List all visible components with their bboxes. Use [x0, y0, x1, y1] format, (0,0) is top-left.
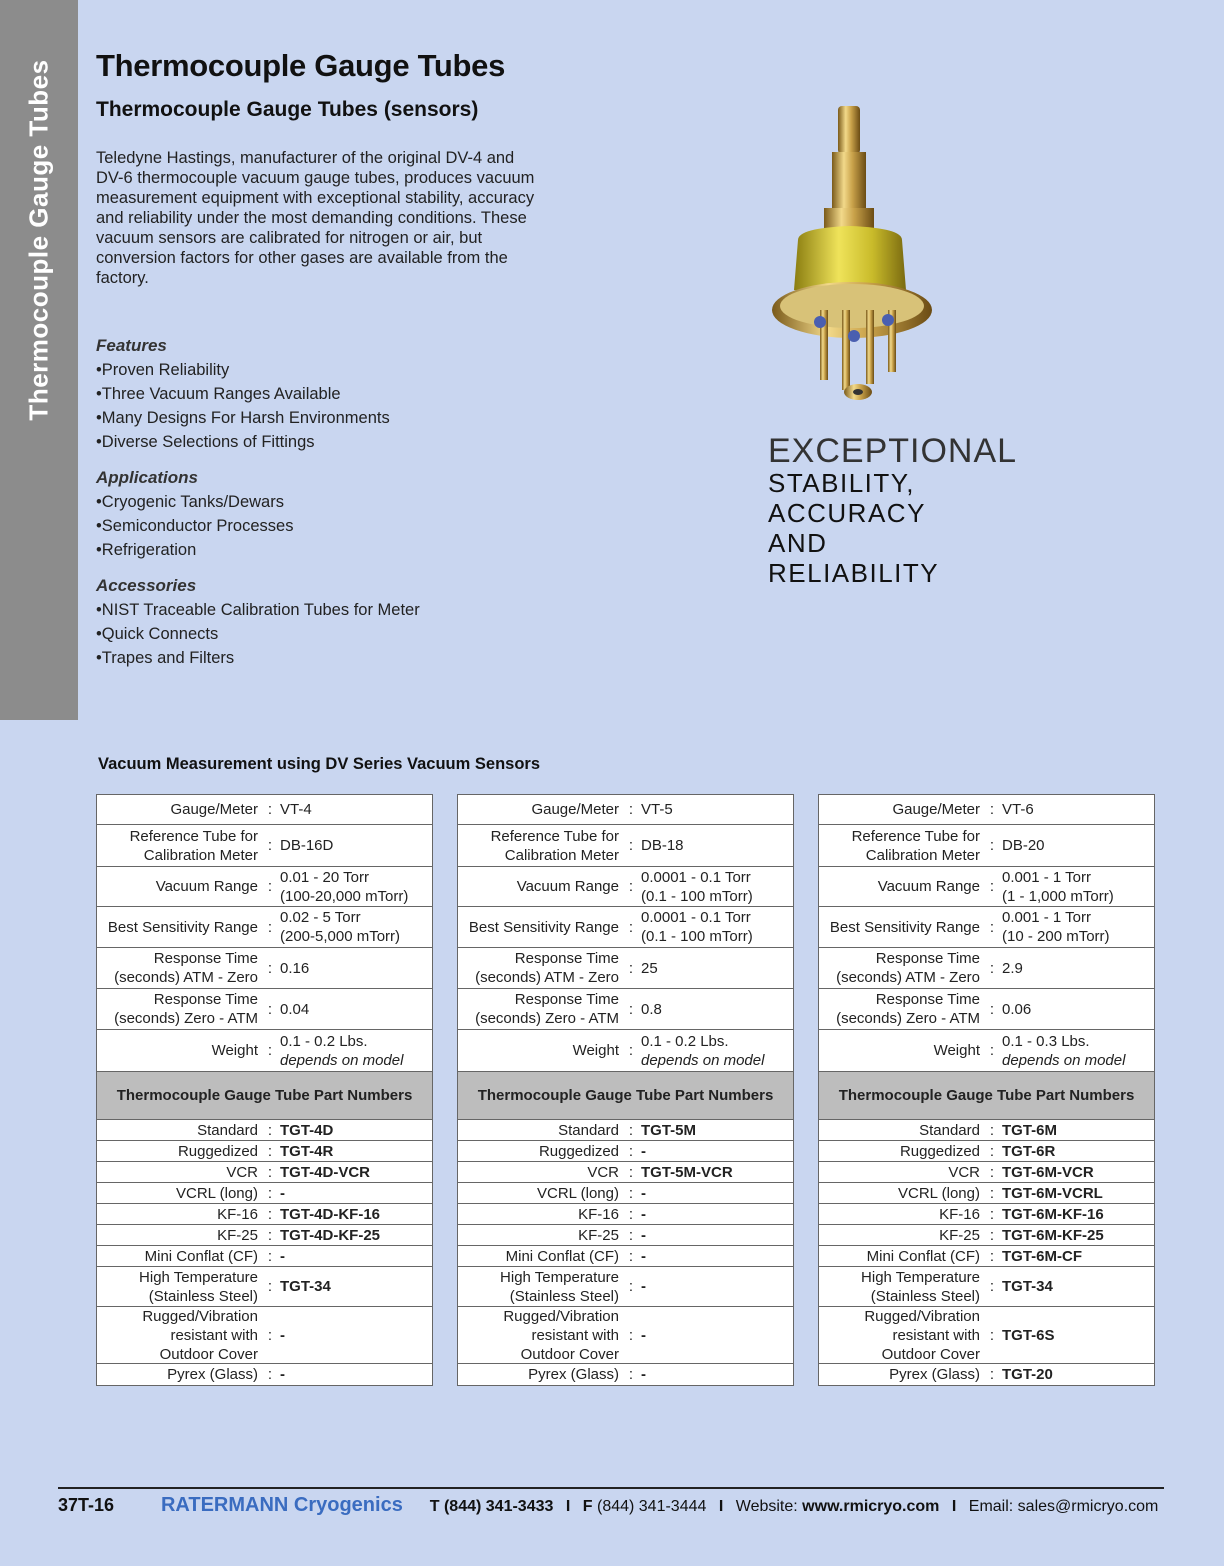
list-item: • Proven Reliability: [96, 358, 390, 382]
row-value: -: [280, 1326, 285, 1344]
row-value: TGT-6R: [1002, 1142, 1056, 1160]
spec-table: [96, 794, 433, 1386]
row-colon: :: [989, 1163, 995, 1181]
row-label: Response Time (seconds) Zero - ATM: [836, 991, 980, 1027]
row-colon: :: [989, 959, 995, 977]
features-heading: Features: [96, 336, 167, 355]
ruggedized-row: [97, 1141, 432, 1162]
website-link[interactable]: www.rmicryo.com: [802, 1498, 940, 1515]
separator: I: [951, 1498, 957, 1515]
kf16-row: [819, 1204, 1154, 1225]
row-label: Reference Tube for Calibration Meter: [129, 827, 258, 864]
list-item: • Trapes and Filters: [96, 646, 420, 670]
row-colon: :: [628, 1163, 634, 1181]
row-colon: :: [989, 837, 995, 854]
best-sensitivity-row: [458, 907, 793, 948]
row-value: 0.001 - 1 Torr (1 - 1,000 mTorr): [1002, 868, 1114, 905]
response-atm-zero-row: [97, 948, 432, 989]
row-colon: :: [989, 1226, 995, 1244]
pyrex-row: [458, 1364, 793, 1385]
list-item: • NIST Traceable Calibration Tubes for Meter: [96, 598, 420, 622]
row-value: 0.0001 - 0.1 Torr (0.1 - 100 mTorr): [641, 868, 753, 905]
row-label: VCR: [587, 1163, 619, 1181]
row-label: KF-25: [217, 1226, 258, 1244]
row-colon: :: [989, 1000, 995, 1018]
row-value: -: [280, 1366, 285, 1383]
phone-label: T: [429, 1498, 440, 1515]
kf25-row: [458, 1225, 793, 1246]
row-colon: :: [628, 1226, 634, 1244]
row-colon: :: [267, 1205, 273, 1223]
rugged-vibration-row: [97, 1307, 432, 1364]
row-label: VCRL (long): [898, 1184, 980, 1202]
email-link[interactable]: sales@rmicryo.com: [1017, 1498, 1159, 1515]
row-value: -: [641, 1184, 646, 1202]
row-colon: :: [628, 1184, 634, 1202]
ruggedized-row: [819, 1141, 1154, 1162]
mini-conflat-row: [97, 1246, 432, 1267]
vacuum-range-row: [458, 867, 793, 907]
row-label: Mini Conflat (CF): [505, 1247, 619, 1265]
page-subtitle: Thermocouple Gauge Tubes (sensors): [96, 98, 479, 121]
row-colon: :: [628, 1121, 634, 1139]
row-colon: :: [628, 801, 634, 818]
row-value: 0.001 - 1 Torr (10 - 200 mTorr): [1002, 909, 1110, 945]
row-colon: :: [628, 1042, 634, 1059]
row-label: KF-16: [217, 1205, 258, 1223]
list-item: • Semiconductor Processes: [96, 514, 293, 538]
row-value: 0.01 - 20 Torr (100-20,000 mTorr): [280, 868, 409, 905]
row-colon: :: [267, 1278, 273, 1295]
list-item: • Quick Connects: [96, 622, 420, 646]
phone-number: (844) 341-3433: [443, 1498, 554, 1515]
spec-table: [457, 794, 794, 1386]
features-list: [96, 358, 390, 454]
row-value: DB-16D: [280, 837, 334, 854]
row-colon: :: [989, 1326, 995, 1344]
row-value: -: [641, 1142, 646, 1160]
row-label: Vacuum Range: [516, 878, 619, 895]
vacuum-range-row: [819, 867, 1154, 907]
row-label: VCRL (long): [176, 1184, 258, 1202]
mini-conflat-row: [819, 1246, 1154, 1267]
row-colon: :: [267, 1142, 273, 1160]
row-colon: :: [628, 1326, 634, 1344]
list-item: • Refrigeration: [96, 538, 293, 562]
response-zero-atm-row: [97, 989, 432, 1030]
row-value: TGT-4D-KF-25: [280, 1226, 381, 1244]
row-value: -: [641, 1278, 646, 1295]
row-label: High Temperature (Stainless Steel): [500, 1268, 619, 1305]
row-label: Best Sensitivity Range: [107, 918, 258, 936]
row-colon: :: [989, 1184, 995, 1202]
row-colon: :: [989, 1142, 995, 1160]
high-temp-row: [819, 1267, 1154, 1307]
row-value: TGT-34: [280, 1278, 331, 1295]
fax-number: (844) 341-3444: [596, 1498, 707, 1515]
vcr-row: [819, 1162, 1154, 1183]
row-colon: :: [628, 878, 634, 895]
row-value: -: [280, 1184, 285, 1202]
brand-name: RATERMANN Cryogenics: [160, 1494, 403, 1516]
row-label: Weight: [211, 1042, 258, 1059]
row-value: -: [641, 1326, 646, 1344]
row-value: VT-6: [1002, 801, 1034, 818]
row-value: TGT-4D: [280, 1121, 334, 1139]
row-colon: :: [628, 1366, 634, 1383]
kf16-row: [97, 1204, 432, 1225]
part-numbers-header: [458, 1072, 793, 1120]
row-value: DB-20: [1002, 837, 1045, 854]
standard-row: [97, 1120, 432, 1141]
standard-row: [819, 1120, 1154, 1141]
kf25-row: [97, 1225, 432, 1246]
high-temp-row: [458, 1267, 793, 1307]
row-value: 0.04: [280, 1000, 310, 1018]
row-value: TGT-20: [1002, 1366, 1053, 1383]
list-item: • Diverse Selections of Fittings: [96, 430, 390, 454]
fax-label: F: [582, 1498, 593, 1515]
slogan-and: AND: [768, 528, 828, 558]
row-colon: :: [628, 1000, 634, 1018]
row-value: 0.06: [1002, 1000, 1032, 1018]
weight-row: [97, 1030, 432, 1072]
row-label: Reference Tube for Calibration Meter: [490, 827, 619, 864]
row-colon: :: [989, 918, 995, 936]
part-numbers-title: Thermocouple Gauge Tube Part Numbers: [477, 1087, 774, 1104]
row-value: 0.16: [280, 959, 310, 977]
row-colon: :: [989, 1366, 995, 1383]
website-label: Website:: [735, 1498, 798, 1515]
row-value: DB-18: [641, 837, 684, 854]
row-label: Rugged/Vibration resistant with Outdoor Cover: [864, 1307, 980, 1363]
row-colon: :: [628, 1142, 634, 1160]
row-label: Pyrex (Glass): [889, 1366, 980, 1383]
row-colon: :: [989, 1121, 995, 1139]
reference-row: [97, 825, 432, 867]
part-numbers-header: [97, 1072, 432, 1120]
row-label: VCR: [948, 1163, 980, 1181]
page-title: Thermocouple Gauge Tubes: [96, 48, 506, 83]
row-colon: :: [267, 959, 273, 977]
row-label: Standard: [919, 1121, 980, 1139]
list-item: • Many Designs For Harsh Environments: [96, 406, 390, 430]
response-zero-atm-row: [819, 989, 1154, 1030]
row-label: Vacuum Range: [155, 878, 258, 895]
intro-paragraph: Teledyne Hastings, manufacturer of the original DV-4 and DV-6 thermocouple vacuum gauge tubes, produces vacuum measurement equipment with exceptional stability, accuracy and reliability under the most demanding conditions. These vacuum sensors are calibrated for nitrogen or air, but conversion factors for other gases are available from the factory.: [96, 149, 535, 287]
response-atm-zero-row: [458, 948, 793, 989]
row-label: Best Sensitivity Range: [829, 918, 980, 936]
row-value: TGT-34: [1002, 1278, 1053, 1295]
reference-row: [819, 825, 1154, 867]
mini-conflat-row: [458, 1246, 793, 1267]
high-temp-row: [97, 1267, 432, 1307]
row-value: VT-4: [280, 801, 312, 818]
vacuum-measurement-title: Vacuum Measurement using DV Series Vacuum Sensors: [98, 755, 541, 773]
row-colon: :: [267, 837, 273, 854]
slogan-stability: STABILITY,: [768, 468, 915, 498]
row-colon: :: [628, 1278, 634, 1295]
best-sensitivity-row: [97, 907, 432, 948]
applications-heading: Applications: [96, 468, 199, 487]
row-value: TGT-4D-KF-16: [280, 1205, 381, 1223]
row-value: TGT-5M: [641, 1121, 696, 1139]
row-colon: :: [628, 959, 634, 977]
row-colon: :: [267, 1326, 273, 1344]
row-colon: :: [267, 1226, 273, 1244]
row-label: VCR: [226, 1163, 258, 1181]
vacuum-range-row: [97, 867, 432, 907]
row-label: Ruggedized: [899, 1142, 980, 1160]
row-value: 0.0001 - 0.1 Torr (0.1 - 100 mTorr): [641, 909, 753, 945]
weight-row: [458, 1030, 793, 1072]
row-value: 0.1 - 0.2 Lbs. depends on model: [280, 1032, 404, 1069]
row-value: TGT-6M-VCR: [1002, 1163, 1094, 1181]
row-value: 0.1 - 0.2 Lbs. depends on model: [641, 1032, 765, 1069]
gauge-row: [97, 795, 432, 825]
part-numbers-header: [819, 1072, 1154, 1120]
row-value: 2.9: [1002, 959, 1023, 977]
row-colon: :: [628, 837, 634, 854]
kf16-row: [458, 1204, 793, 1225]
row-colon: :: [267, 878, 273, 895]
accessories-list: [96, 598, 420, 670]
list-item: • Three Vacuum Ranges Available: [96, 382, 390, 406]
row-label: KF-25: [578, 1226, 619, 1244]
row-label: Reference Tube for Calibration Meter: [851, 827, 980, 864]
list-item: • Cryogenic Tanks/Dewars: [96, 490, 293, 514]
row-label: Vacuum Range: [877, 878, 980, 895]
row-colon: :: [989, 1042, 995, 1059]
row-colon: :: [267, 1000, 273, 1018]
row-value: TGT-6M-KF-16: [1002, 1205, 1104, 1223]
row-colon: :: [989, 878, 995, 895]
row-label: Gauge/Meter: [531, 801, 619, 818]
row-label: Response Time (seconds) ATM - Zero: [114, 950, 258, 986]
row-colon: :: [989, 1247, 995, 1265]
row-label: Standard: [197, 1121, 258, 1139]
row-value: VT-5: [641, 801, 673, 818]
row-label: KF-25: [939, 1226, 980, 1244]
side-tab: [0, 0, 78, 720]
slogan-reliability: RELIABILITY: [768, 558, 940, 588]
row-colon: :: [267, 801, 273, 818]
row-value: TGT-4R: [280, 1142, 334, 1160]
row-value: 0.02 - 5 Torr (200-5,000 mTorr): [280, 909, 401, 945]
pyrex-row: [819, 1364, 1154, 1385]
accessories-heading: Accessories: [96, 576, 197, 595]
row-value: 0.1 - 0.3 Lbs. depends on model: [1002, 1032, 1126, 1069]
row-colon: :: [267, 1163, 273, 1181]
separator: I: [718, 1498, 724, 1515]
rugged-vibration-row: [819, 1307, 1154, 1364]
footer: [58, 1494, 1158, 1517]
row-label: Rugged/Vibration resistant with Outdoor Cover: [503, 1307, 619, 1363]
row-label: Weight: [572, 1042, 619, 1059]
row-colon: :: [267, 1184, 273, 1202]
vcrl-row: [97, 1183, 432, 1204]
row-colon: :: [267, 1366, 273, 1383]
row-value: -: [280, 1247, 285, 1265]
row-value: -: [641, 1247, 646, 1265]
row-label: Pyrex (Glass): [167, 1366, 258, 1383]
row-label: Ruggedized: [177, 1142, 258, 1160]
row-value: -: [641, 1366, 646, 1383]
gauge-row: [458, 795, 793, 825]
row-label: Response Time (seconds) ATM - Zero: [475, 950, 619, 986]
part-numbers-title: Thermocouple Gauge Tube Part Numbers: [116, 1087, 413, 1104]
row-value: 0.8: [641, 1000, 662, 1018]
row-value: TGT-6S: [1002, 1326, 1055, 1344]
page-number: 37T-16: [58, 1495, 115, 1515]
vcr-row: [97, 1162, 432, 1183]
row-label: VCRL (long): [537, 1184, 619, 1202]
applications-list: [96, 490, 293, 562]
row-value: TGT-6M-CF: [1002, 1247, 1082, 1265]
kf25-row: [819, 1225, 1154, 1246]
vcrl-row: [458, 1183, 793, 1204]
gauge-tube-image: [770, 100, 940, 410]
row-label: Standard: [558, 1121, 619, 1139]
row-value: TGT-4D-VCR: [280, 1163, 370, 1181]
response-atm-zero-row: [819, 948, 1154, 989]
vcr-row: [458, 1162, 793, 1183]
row-value: TGT-6M-VCRL: [1002, 1184, 1103, 1202]
slogan-exceptional: EXCEPTIONAL: [768, 432, 1018, 470]
gauge-row: [819, 795, 1154, 825]
row-label: Response Time (seconds) Zero - ATM: [475, 991, 619, 1027]
row-colon: :: [628, 1205, 634, 1223]
part-numbers-title: Thermocouple Gauge Tube Part Numbers: [838, 1087, 1135, 1104]
row-colon: :: [989, 1278, 995, 1295]
row-value: TGT-6M-KF-25: [1002, 1226, 1104, 1244]
standard-row: [458, 1120, 793, 1141]
row-label: Response Time (seconds) Zero - ATM: [114, 991, 258, 1027]
row-label: Gauge/Meter: [170, 801, 258, 818]
row-value: -: [641, 1226, 646, 1244]
side-tab-label: Thermocouple Gauge Tubes: [23, 59, 54, 421]
row-label: KF-16: [939, 1205, 980, 1223]
reference-row: [458, 825, 793, 867]
row-label: High Temperature (Stainless Steel): [139, 1268, 258, 1305]
row-colon: :: [628, 918, 634, 936]
footer-divider: [58, 1487, 1164, 1489]
row-label: Ruggedized: [538, 1142, 619, 1160]
row-label: Mini Conflat (CF): [866, 1247, 980, 1265]
row-label: Best Sensitivity Range: [468, 918, 619, 936]
email-label: Email:: [968, 1498, 1014, 1515]
row-colon: :: [267, 1042, 273, 1059]
row-label: Weight: [933, 1042, 980, 1059]
spec-table: [818, 794, 1155, 1386]
rugged-vibration-row: [458, 1307, 793, 1364]
row-label: Rugged/Vibration resistant with Outdoor Cover: [142, 1307, 258, 1363]
response-zero-atm-row: [458, 989, 793, 1030]
row-colon: :: [989, 1205, 995, 1223]
row-value: TGT-5M-VCR: [641, 1163, 733, 1181]
row-value: TGT-6M: [1002, 1121, 1057, 1139]
vcrl-row: [819, 1183, 1154, 1204]
weight-row: [819, 1030, 1154, 1072]
row-colon: :: [628, 1247, 634, 1265]
row-value: -: [641, 1205, 646, 1223]
row-label: High Temperature (Stainless Steel): [861, 1268, 980, 1305]
row-colon: :: [989, 801, 995, 818]
row-colon: :: [267, 1121, 273, 1139]
row-value: 25: [641, 959, 658, 977]
row-label: Pyrex (Glass): [528, 1366, 619, 1383]
row-label: Mini Conflat (CF): [144, 1247, 258, 1265]
separator: I: [565, 1498, 571, 1515]
ruggedized-row: [458, 1141, 793, 1162]
row-colon: :: [267, 918, 273, 936]
slogan-accuracy: ACCURACY: [768, 498, 926, 528]
best-sensitivity-row: [819, 907, 1154, 948]
row-colon: :: [267, 1247, 273, 1265]
pyrex-row: [97, 1364, 432, 1385]
row-label: Response Time (seconds) ATM - Zero: [836, 950, 980, 986]
row-label: KF-16: [578, 1205, 619, 1223]
row-label: Gauge/Meter: [892, 801, 980, 818]
